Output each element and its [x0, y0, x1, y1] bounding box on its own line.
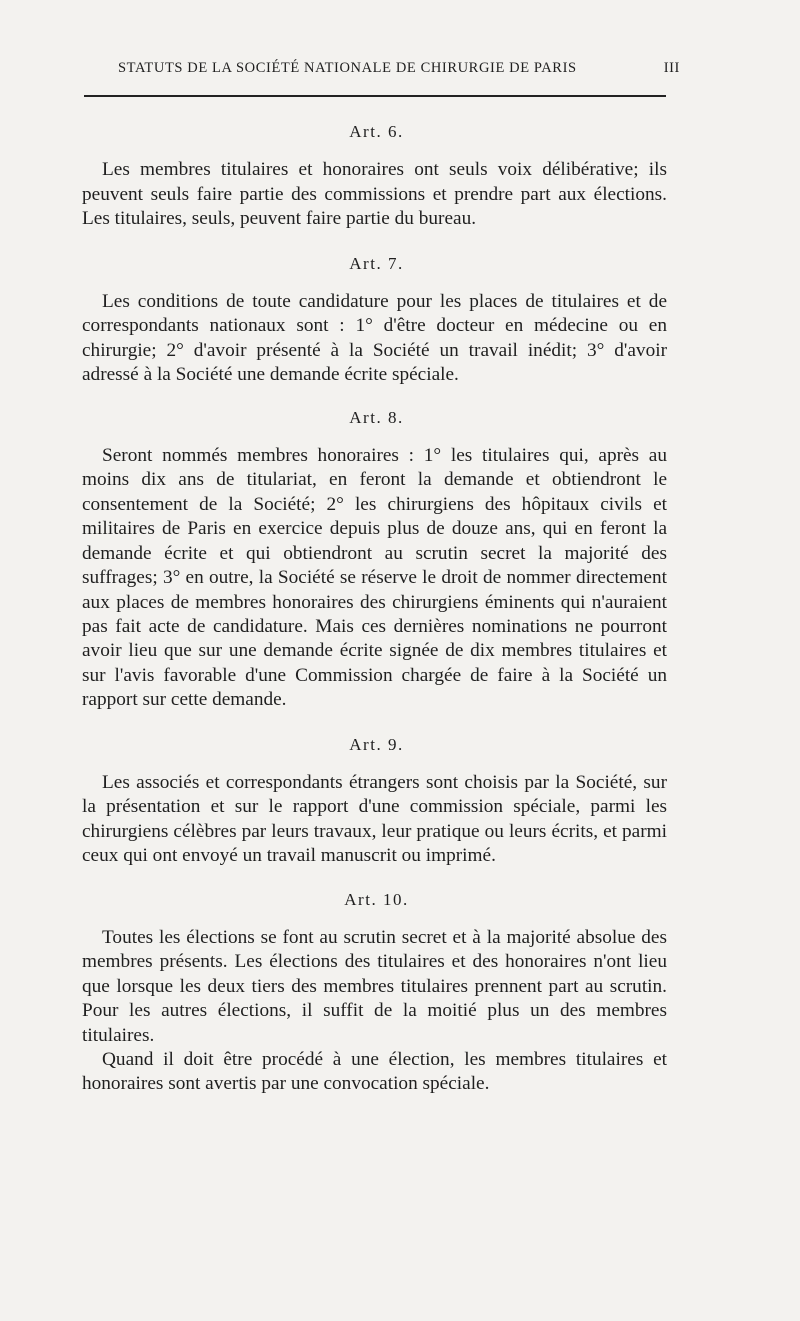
article-paragraph: Quand il doit être procédé à une élection, les membres titulaires et honoraires sont avertis par une convocation spéciale.	[82, 1049, 667, 1095]
article-6	[82, 120, 667, 232]
article-title: Art. 9.	[349, 734, 404, 754]
article-title: Art. 7.	[349, 253, 404, 273]
article-paragraph: Seront nommés membres honoraires : 1° les titulaires qui, après au moins dix ans de titulariat, en feront la demande et obtiendront le consentement de la Société; 2° les chirurgiens des hôpitaux civils et militaires de Paris en exercice depuis plus de douze ans, qui en feront la demande écrite et qui obtiendront au scrutin secret la majorité des suffrages; 3° en outre, la Société se réserve le droit de nommer directement aux places de membres honoraires des chirurgiens éminents qui n'auraient pas fait acte de candidature. Mais ces dernières nominations ne pourront avoir lieu que sur une demande écrite signée de dix membres titulaires et sur l'avis favorable d'une Commission chargée de faire à la Société un rapport sur cette demande.	[82, 445, 667, 711]
article-paragraph: Les conditions de toute candidature pour les places de titulaires et de correspondants nationaux sont : 1° d'être docteur en médecine ou en chirurgie; 2° d'avoir présenté à la Société un travail inédit; 3° d'avoir adressé à la Société une demande écrite spéciale.	[82, 291, 667, 386]
body-text	[82, 120, 667, 1117]
header-rule	[84, 95, 666, 97]
article-9	[82, 733, 667, 869]
article-8	[82, 406, 667, 713]
article-title: Art. 6.	[349, 122, 404, 141]
article-paragraph: Les membres titulaires et honoraires ont seuls voix délibérative; ils peuvent seuls faire partie des commissions et prendre part aux élections. Les titulaires, seuls, peuvent faire partie du bureau.	[82, 159, 667, 230]
article-paragraph: Toutes les élections se font au scrutin secret et à la majorité absolue des membres présents. Les élections des titulaires et des honoraires n'ont lieu que lorsque les deux tiers des membres titulaires prennent part au scrutin. Pour les autres élections, il suffit de la moitié plus un des membres titulaires.	[82, 926, 667, 1046]
article-7	[82, 252, 667, 388]
page-number: III	[663, 60, 680, 76]
page-header	[118, 60, 680, 77]
running-title: STATUTS DE LA SOCIÉTÉ NATIONALE DE CHIRURGIE DE PARIS	[118, 60, 577, 76]
article-title: Art. 8.	[349, 407, 404, 427]
article-10	[82, 888, 667, 1097]
article-title: Art. 10.	[344, 889, 409, 909]
article-paragraph: Les associés et correspondants étrangers sont choisis par la Société, sur la présentation et sur le rapport d'une commission spéciale, parmi les chirurgiens célèbres par leurs travaux, leur pratique ou leurs écrits, et parmi ceux qui ont envoyé un travail manuscrit ou imprimé.	[82, 771, 667, 867]
